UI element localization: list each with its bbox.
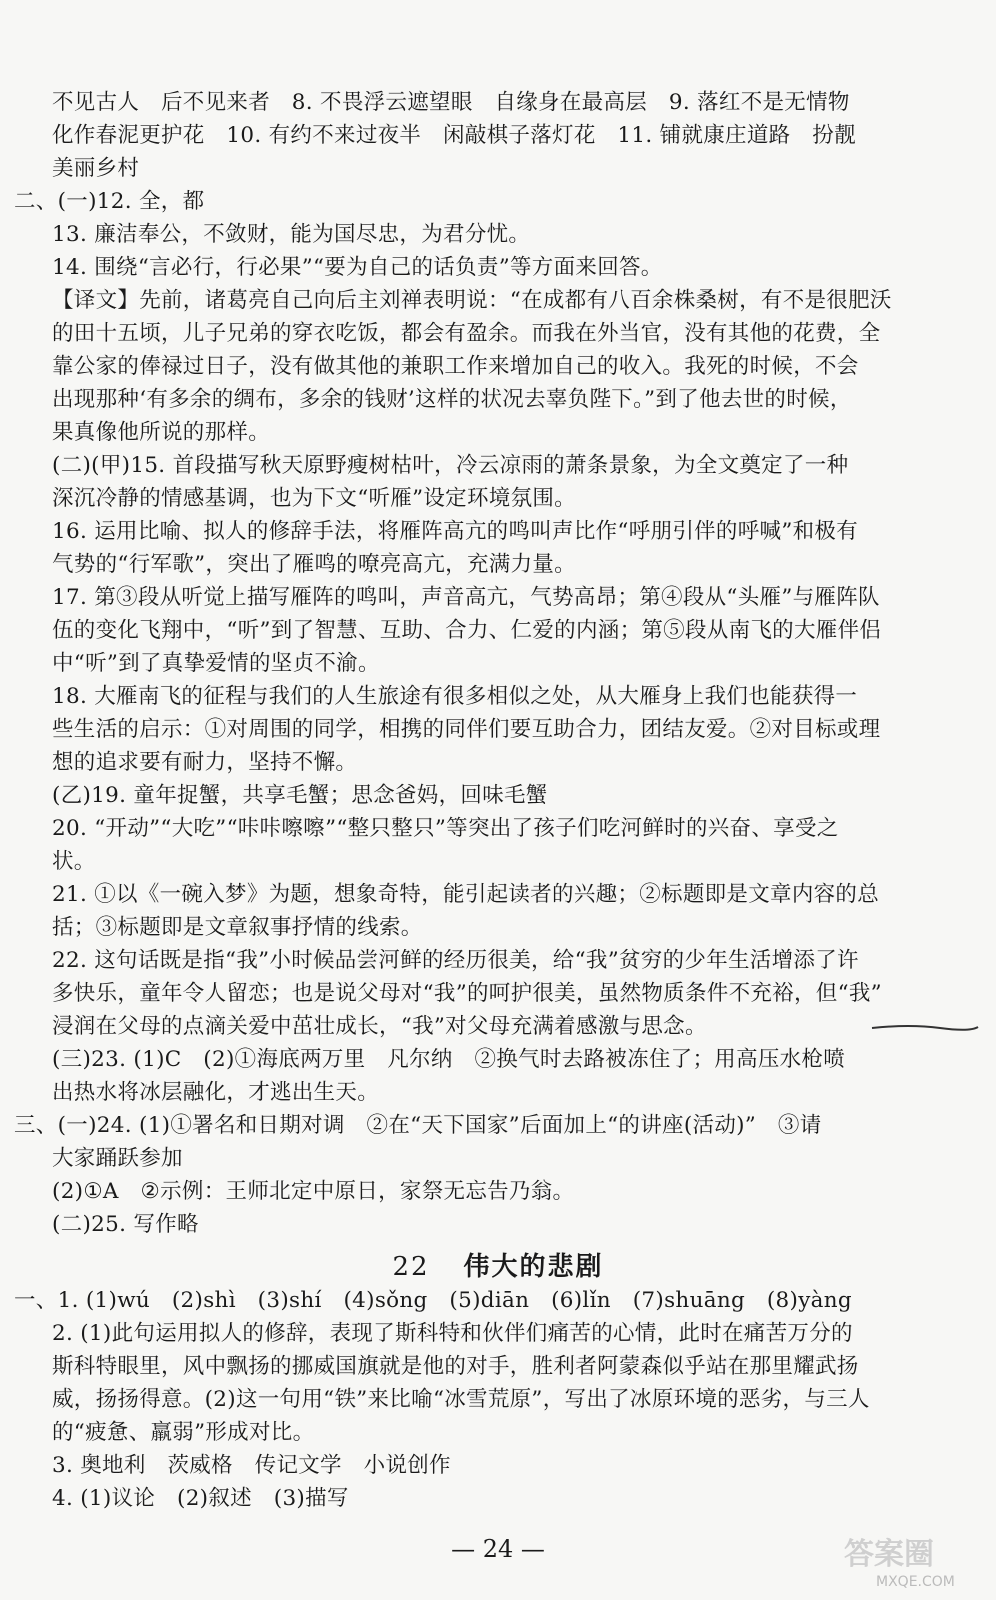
text-line: 气势的“行军歌”，突出了雁鸣的嘹亮高亢，充满力量。 bbox=[52, 552, 576, 577]
text-line: 16. 运用比喻、拟人的修辞手法，将雁阵高亢的鸣叫声比作“呼朋引伴的呼喊”和极有 bbox=[52, 519, 859, 544]
text-line: 4. (1)议论 (2)叙述 (3)描写 bbox=[52, 1486, 349, 1511]
watermark-logo bbox=[836, 1532, 986, 1592]
text-line: 14. 围绕“言必行，行必果”“要为自己的话负责”等方面来回答。 bbox=[52, 255, 663, 280]
text-line: (二)25. 写作略 bbox=[52, 1212, 199, 1237]
text-line: 的“疲惫、羸弱”形成对比。 bbox=[52, 1420, 315, 1445]
text-line: 不见古人 后不见来者 8. 不畏浮云遮望眼 自缘身在最高层 9. 落红不是无情物 bbox=[52, 90, 850, 115]
text-line: 果真像他所说的那样。 bbox=[52, 420, 271, 445]
text-line: 三、(一)24. (1)①署名和日期对调 ②在“天下国家”后面加上“的讲座(活动)” ③请 bbox=[14, 1113, 822, 1138]
section-title-text: 伟大的悲剧 bbox=[463, 1252, 604, 1282]
watermark-logo-text: 答案圈 bbox=[844, 1537, 934, 1572]
text-line: (乙)19. 童年捉蟹，共享毛蟹；思念爸妈，回味毛蟹 bbox=[52, 783, 548, 808]
text-line: (二)(甲)15. 首段描写秋天原野瘦树枯叶，冷云凉雨的萧条景象，为全文奠定了一种 bbox=[52, 453, 849, 478]
text-line: 3. 奥地利 茨威格 传记文学 小说创作 bbox=[52, 1453, 451, 1478]
text-line: 13. 廉洁奉公，不敛财，能为国尽忠，为君分忧。 bbox=[52, 222, 531, 247]
text-line: 伍的变化飞翔中，“听”到了智慧、互助、合力、仁爱的内涵；第⑤段从南飞的大雁伴侣 bbox=[52, 618, 882, 643]
text-line: 18. 大雁南飞的征程与我们的人生旅途有很多相似之处，从大雁身上我们也能获得一 bbox=[52, 684, 858, 709]
text-line: 想的追求要有耐力，坚持不懈。 bbox=[52, 750, 358, 775]
text-line: (三)23. (1)C (2)①海底两万里 凡尔纳 ②换气时去路被冻住了；用高压水枪喷 bbox=[52, 1047, 846, 1072]
text-line: 威，扬扬得意。(2)这一句用“铁”来比喻“冰雪荒原”，写出了冰原环境的恶劣，与三人 bbox=[52, 1387, 870, 1412]
section-number: 22 bbox=[392, 1252, 430, 1282]
text-line: 些生活的启示：①对周围的同学，相携的同伴们要互助合力，团结友爱。②对目标或理 bbox=[52, 717, 881, 742]
text-line: 一、1. (1)wú (2)shì (3)shí (4)sǒng (5)diān (6)lǐn (7)shuāng (8)yàng bbox=[14, 1288, 852, 1313]
text-line: (2)①A ②示例：王师北定中原日，家祭无忘告乃翁。 bbox=[52, 1179, 575, 1204]
pen-stroke-mark bbox=[870, 1022, 980, 1036]
text-line: 大家踊跃参加 bbox=[52, 1146, 183, 1171]
text-line: 化作春泥更护花 10. 有约不来过夜半 闲敲棋子落灯花 11. 铺就康庄道路 扮靓 bbox=[52, 123, 856, 148]
text-line: 【译文】先前，诸葛亮自己向后主刘禅表明说：“在成都有八百余株桑树，有不是很肥沃 bbox=[52, 288, 892, 313]
text-line: 括；③标题即是文章叙事抒情的线索。 bbox=[52, 915, 423, 940]
text-line: 状。 bbox=[52, 849, 96, 874]
text-line: 17. 第③段从听觉上描写雁阵的鸣叫，声音高亢，气势高昂；第④段从“头雁”与雁阵队 bbox=[52, 585, 880, 610]
text-line: 2. (1)此句运用拟人的修辞，表现了斯科特和伙伴们痛苦的心情，此时在痛苦万分的 bbox=[52, 1321, 853, 1346]
text-line: 深沉冷静的情感基调，也为下文“听雁”设定环境氛围。 bbox=[52, 486, 576, 511]
text-line: 20. “开动”“大吃”“咔咔嚓嚓”“整只整只”等突出了孩子们吃河鲜时的兴奋、享受之 bbox=[52, 816, 839, 841]
text-line: 斯科特眼里，风中飘扬的挪威国旗就是他的对手，胜利者阿蒙森似乎站在那里耀武扬 bbox=[52, 1354, 859, 1379]
page-number: — 24 — bbox=[451, 1535, 545, 1563]
text-line: 美丽乡村 bbox=[52, 156, 140, 181]
text-line: 二、(一)12. 全，都 bbox=[14, 189, 205, 214]
text-line: 靠公家的俸禄过日子，没有做其他的兼职工作来增加自己的收入。我死的时候，不会 bbox=[52, 354, 859, 379]
text-line: 21. ①以《一碗入梦》为题，想象奇特，能引起读者的兴趣；②标题即是文章内容的总 bbox=[52, 882, 880, 907]
watermark-site-text: MXQE.COM bbox=[876, 1574, 955, 1590]
text-line: 出热水将冰层融化，才逃出生天。 bbox=[52, 1080, 380, 1105]
section-title bbox=[0, 1246, 996, 1283]
text-line: 22. 这句话既是指“我”小时候品尝河鲜的经历很美，给“我”贫穷的少年生活增添了许 bbox=[52, 948, 859, 973]
text-line: 中“听”到了真挚爱情的坚贞不渝。 bbox=[52, 651, 380, 676]
text-line: 浸润在父母的点滴关爱中茁壮成长，“我”对父母充满着感激与思念。 bbox=[52, 1014, 707, 1039]
text-line: 多快乐，童年令人留恋；也是说父母对“我”的呵护很美，虽然物质条件不充裕，但“我” bbox=[52, 981, 882, 1006]
text-line: 的田十五顷，儿子兄弟的穿衣吃饭，都会有盈余。而我在外当官，没有其他的花费，全 bbox=[52, 321, 881, 346]
text-line: 出现那种‘有多余的绸布，多余的钱财’这样的状况去辜负陛下。”到了他去世的时候， bbox=[52, 387, 852, 412]
